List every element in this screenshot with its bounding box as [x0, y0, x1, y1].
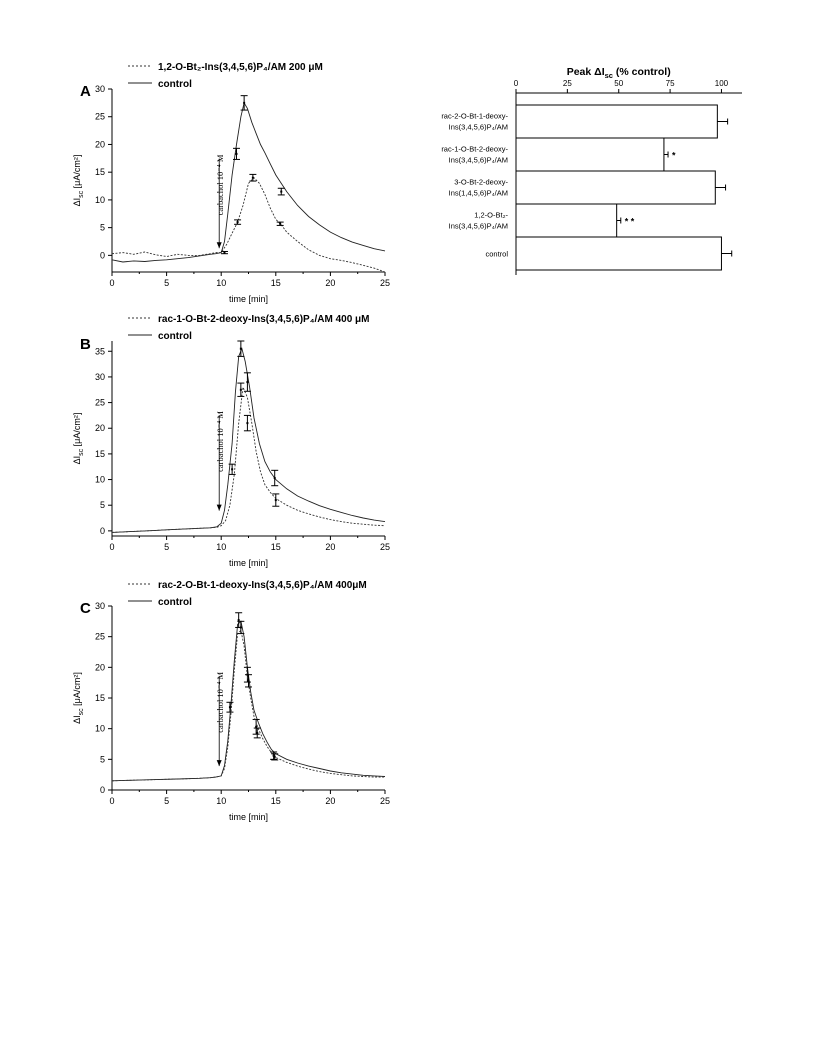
x-tick-label: 20: [325, 278, 336, 288]
x-tick-label: 10: [216, 278, 227, 288]
y-tick-label: 20: [94, 662, 105, 673]
y-tick-label: 0: [99, 525, 105, 536]
bar-category-label: Ins(3,4,5,6)P₄/AM: [448, 122, 508, 132]
y-axis-label: $\Delta I_{sc}$ [μA/cm²]: [72, 154, 85, 207]
series-treated-error-bar: [249, 174, 256, 181]
data-point: [279, 223, 281, 225]
significance-marker: * *: [624, 216, 635, 227]
y-tick-label: 5: [99, 754, 105, 765]
series-treated-error-bar: [245, 675, 252, 687]
bar-x-tick-label: 75: [665, 79, 675, 88]
data-point: [252, 177, 254, 179]
data-point: [235, 153, 237, 155]
x-tick-label: 20: [325, 542, 336, 552]
panel-label: A: [80, 83, 91, 100]
data-point: [231, 468, 233, 470]
data-point: [246, 381, 248, 383]
legend-treated-label: rac-1-O-Bt-2-deoxy-Ins(3,4,5,6)P₄/AM 400 μM: [158, 314, 370, 325]
series-treated-error-bar: [237, 383, 244, 396]
stimulus-annotation: carbachol 10⁻⁴ M: [215, 411, 226, 472]
x-tick-label: 20: [325, 796, 336, 806]
legend-control-label: control: [158, 79, 192, 90]
data-point: [274, 477, 276, 479]
y-tick-label: 5: [99, 500, 105, 511]
x-tick-label: 10: [216, 796, 227, 806]
panel-b: [72, 314, 390, 568]
series-control-error-bar: [278, 188, 285, 195]
panel-d-bar-chart: [441, 66, 742, 275]
series-control-line: [112, 103, 385, 262]
y-tick-label: 0: [99, 785, 105, 795]
y-tick-label: 10: [94, 723, 105, 734]
y-tick-label: 20: [94, 139, 105, 150]
y-tick-label: 15: [94, 167, 105, 178]
bar: [516, 138, 664, 171]
stimulus-arrow-head: [217, 760, 222, 766]
bar-x-tick-label: 100: [714, 79, 729, 88]
x-tick-label: 0: [109, 796, 115, 806]
y-tick-label: 15: [94, 448, 105, 459]
bar-x-tick-label: 0: [513, 79, 519, 88]
bar-category-label: 1,2-O-Bt₂-: [474, 210, 508, 220]
legend-treated-label: rac-2-O-Bt-1-deoxy-Ins(3,4,5,6)P₄/AM 400μM: [158, 580, 367, 591]
data-point: [240, 626, 242, 628]
panel-label: C: [80, 600, 91, 617]
series-control-error-bar: [271, 470, 278, 485]
bar: [516, 204, 617, 237]
x-axis-label: time [min]: [228, 558, 269, 568]
data-point: [255, 726, 257, 728]
bar-category-label: rac-2-O-Bt-1-deoxy-: [441, 111, 508, 121]
data-point: [240, 389, 242, 391]
x-tick-label: 5: [164, 542, 170, 552]
y-tick-label: 30: [94, 371, 105, 382]
data-point: [237, 221, 239, 223]
y-tick-label: 35: [94, 346, 105, 357]
y-tick-label: 20: [94, 423, 105, 434]
y-tick-label: 0: [99, 250, 105, 261]
panel-c: [72, 580, 390, 822]
series-treated-line: [112, 178, 385, 272]
bar-category-label: 3-O-Bt-2-deoxy-: [454, 177, 508, 187]
data-point: [238, 619, 240, 621]
data-point: [240, 348, 242, 350]
y-tick-label: 10: [94, 194, 105, 205]
x-axis-label: time [min]: [228, 294, 269, 304]
y-tick-label: 10: [94, 474, 105, 485]
x-tick-label: 15: [270, 796, 281, 806]
bar-chart-title: Peak $\Delta I_{sc}$ (% control): [566, 66, 671, 80]
series-control-line: [112, 349, 385, 533]
legend-control-label: control: [158, 597, 192, 608]
y-tick-label: 30: [94, 84, 105, 94]
series-treated-error-bar: [234, 220, 241, 224]
series-treated-error-bar: [244, 415, 251, 430]
series-control-error-bar: [221, 251, 228, 253]
data-point: [229, 706, 231, 708]
significance-marker: *: [672, 150, 676, 161]
y-tick-label: 25: [94, 397, 105, 408]
bar-category-label: Ins(3,4,5,6)P₄/AM: [448, 155, 508, 165]
data-point: [280, 191, 282, 193]
y-tick-label: 25: [94, 111, 105, 122]
y-tick-label: 15: [94, 693, 105, 703]
bar-x-tick-label: 50: [614, 79, 624, 88]
bar-x-tick-label: 25: [562, 79, 572, 88]
x-tick-label: 15: [270, 542, 281, 552]
legend-control-label: control: [158, 331, 192, 342]
y-tick-label: 30: [94, 601, 105, 611]
series-treated-line: [112, 631, 385, 781]
bar-category-label: rac-1-O-Bt-2-deoxy-: [441, 144, 508, 154]
y-axis-label: $\Delta I_{sc}$ [μA/cm²]: [72, 412, 85, 465]
x-tick-label: 10: [216, 542, 227, 552]
y-axis-label: $\Delta I_{sc}$ [μA/cm²]: [72, 672, 85, 724]
stimulus-arrow-head: [217, 505, 222, 511]
x-tick-label: 0: [109, 542, 115, 552]
series-control-line: [112, 621, 385, 781]
bar: [516, 237, 721, 270]
data-point: [275, 499, 277, 501]
x-tick-label: 25: [379, 796, 391, 806]
series-treated-line: [112, 387, 385, 532]
stimulus-annotation: carbachol 10⁻⁴ M: [215, 154, 226, 216]
data-point: [246, 422, 248, 424]
data-point: [256, 732, 258, 734]
panel-label: B: [80, 336, 91, 353]
legend-treated-label: 1,2-O-Bt₂-Ins(3,4,5,6)P₄/AM 200 μM: [158, 62, 323, 73]
panel-a: [72, 62, 390, 304]
data-point: [243, 102, 245, 104]
bar-category-label: control: [485, 249, 508, 259]
series-treated-error-bar: [277, 222, 284, 225]
series-control-error-bar: [233, 148, 240, 159]
data-point: [223, 252, 225, 254]
data-point: [248, 680, 250, 682]
data-point: [274, 756, 276, 758]
bar-category-label: Ins(1,4,5,6)P₄/AM: [448, 188, 508, 198]
bar-category-label: Ins(3,4,5,6)P₄/AM: [448, 221, 508, 231]
y-tick-label: 5: [99, 222, 105, 233]
y-tick-label: 25: [94, 631, 105, 642]
series-treated-error-bar: [254, 728, 261, 738]
x-tick-label: 15: [270, 278, 281, 288]
x-tick-label: 25: [379, 542, 391, 552]
x-tick-label: 5: [164, 796, 170, 806]
x-axis-label: time [min]: [228, 812, 269, 822]
x-tick-label: 25: [379, 278, 391, 288]
stimulus-annotation: carbachol 10⁻⁴ M: [215, 671, 226, 733]
x-tick-label: 5: [164, 278, 170, 288]
x-tick-label: 0: [109, 278, 115, 288]
bar: [516, 171, 715, 204]
series-treated-error-bar: [226, 702, 233, 712]
stimulus-arrow-head: [217, 242, 222, 248]
bar: [516, 105, 717, 138]
